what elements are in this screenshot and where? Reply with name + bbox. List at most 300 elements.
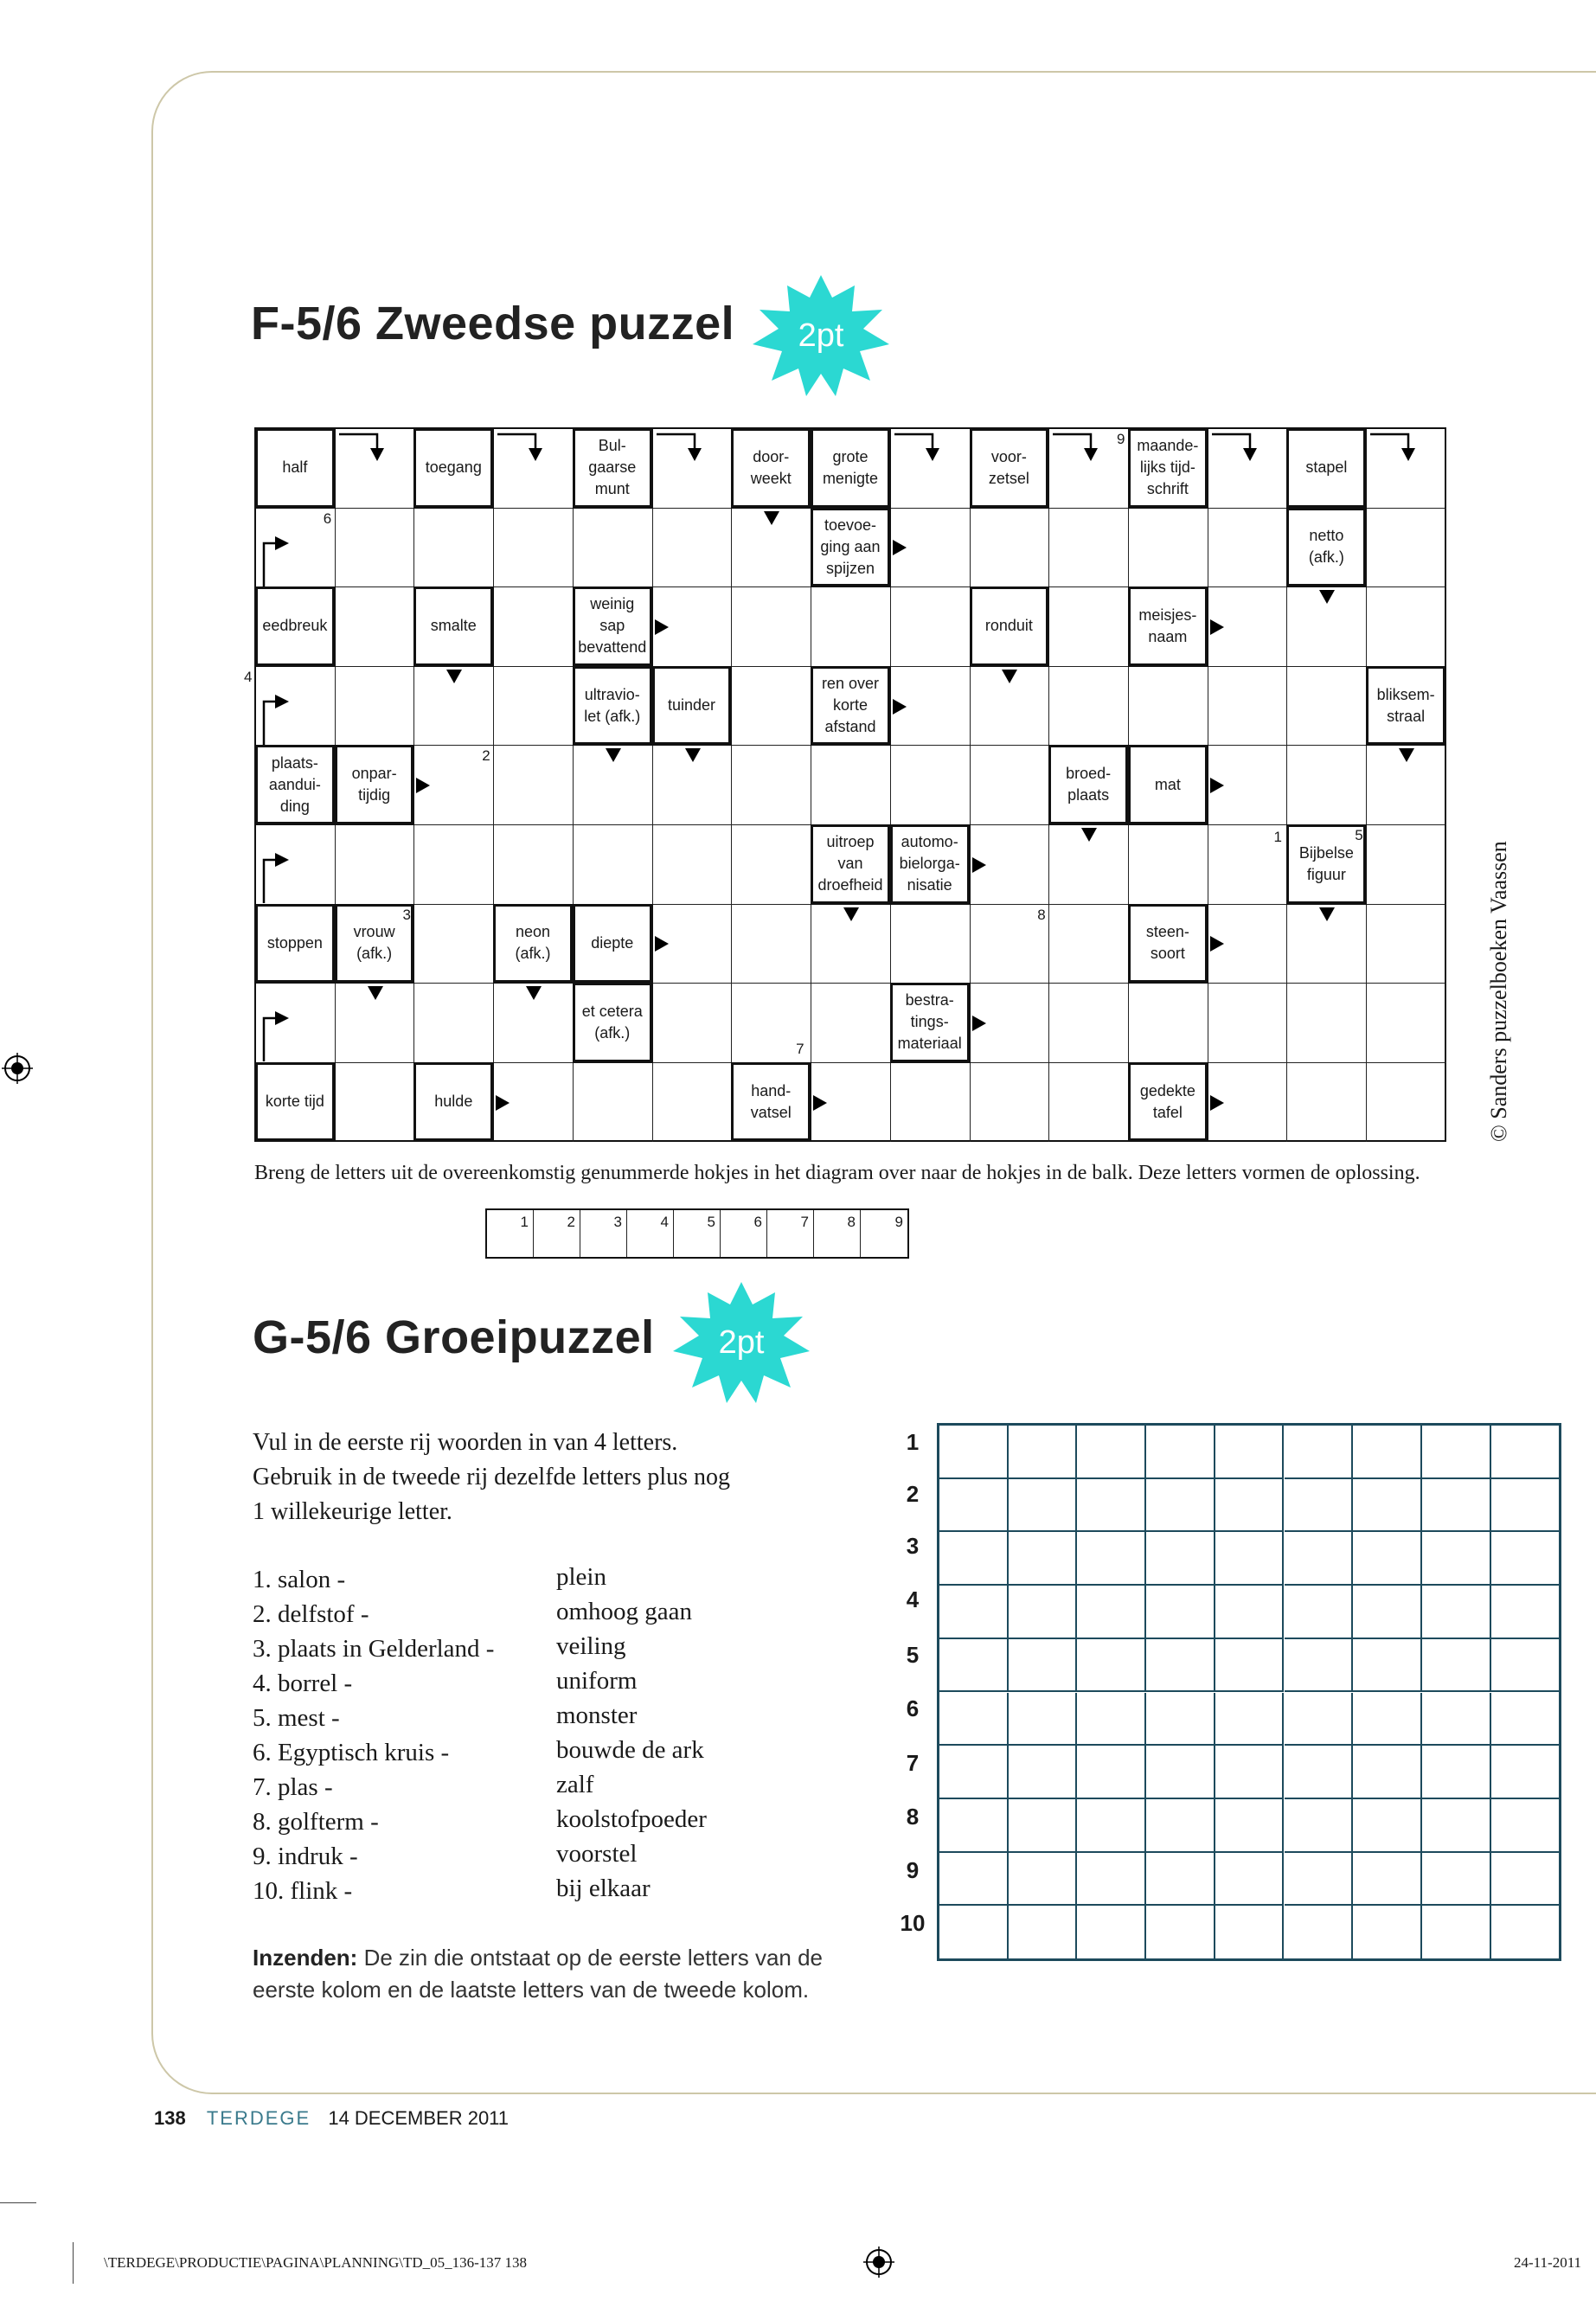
groei-cell[interactable] <box>1491 1799 1561 1853</box>
grid-cell[interactable] <box>971 746 1050 825</box>
grid-cell[interactable] <box>971 509 1050 588</box>
groei-cell[interactable] <box>1353 1799 1422 1853</box>
intro-line: Vul in de eerste rij woorden in van 4 letters. <box>253 1429 678 1456</box>
groei-cell[interactable] <box>1009 1799 1078 1853</box>
grid-cell[interactable] <box>1367 825 1446 905</box>
groei-cell[interactable] <box>1422 1426 1491 1479</box>
clue-cell <box>731 428 811 509</box>
groei-cell[interactable] <box>1353 1746 1422 1799</box>
grid-cell[interactable] <box>494 587 574 667</box>
arrow-down-icon <box>843 907 859 921</box>
clue-cell <box>413 428 494 509</box>
cell-number: 3 <box>402 906 411 923</box>
groei-cell[interactable] <box>939 1906 1009 1959</box>
clue-text: vrouw (afk.) <box>353 923 395 963</box>
solution-box[interactable] <box>861 1210 907 1257</box>
groei-cell[interactable] <box>939 1799 1009 1853</box>
grid-cell[interactable] <box>653 984 733 1063</box>
groei-cell[interactable] <box>1215 1639 1285 1693</box>
slug-date: 24-11-2011 <box>1514 2254 1582 2271</box>
arrow-right-icon <box>893 699 907 715</box>
solution-box[interactable] <box>767 1210 814 1257</box>
clue-cell <box>652 666 733 747</box>
groei-cell[interactable] <box>1422 1746 1491 1799</box>
clue-cell <box>255 428 336 509</box>
solution-box[interactable] <box>487 1210 534 1257</box>
groei-cell[interactable] <box>1422 1639 1491 1693</box>
groei-cell[interactable] <box>1422 1693 1491 1747</box>
groei-cell[interactable] <box>1009 1586 1078 1639</box>
clue-text: bestra- tings- materiaal <box>897 991 962 1053</box>
clue-text: eedbreuk <box>262 617 328 635</box>
bent-arrow-right-icon <box>261 1009 296 1061</box>
clue-text: grote menigte <box>822 447 878 487</box>
grid-cell[interactable] <box>414 825 494 905</box>
clue-cell <box>1128 586 1208 667</box>
grid-cell[interactable] <box>653 1063 733 1143</box>
arrow-right-icon <box>972 1016 986 1031</box>
solution-box[interactable] <box>674 1210 721 1257</box>
solution-box[interactable] <box>814 1210 861 1257</box>
crossword-instruction: Breng de letters uit de overeenkomstig genummerde hokjes in het diagram over naar de hokjes in de balk. Deze letters vormen de oplossing. <box>254 1162 1420 1184</box>
groei-cell[interactable] <box>1146 1906 1215 1959</box>
groei-clue-left: 1. salon - <box>253 1566 346 1593</box>
groei-cell[interactable] <box>1009 1853 1078 1907</box>
groei-cell[interactable] <box>1353 1693 1422 1747</box>
groei-cell[interactable] <box>1353 1586 1422 1639</box>
solution-box[interactable] <box>627 1210 674 1257</box>
groei-cell[interactable] <box>1077 1586 1146 1639</box>
clue-cell <box>811 508 891 588</box>
arrow-down-icon <box>1002 670 1017 683</box>
groei-cell[interactable] <box>1422 1586 1491 1639</box>
groei-cell[interactable] <box>1077 1426 1146 1479</box>
grid-cell[interactable] <box>1287 1063 1367 1143</box>
groei-cell[interactable] <box>1353 1479 1422 1533</box>
grid-cell[interactable] <box>811 746 891 825</box>
groei-cell[interactable] <box>1491 1853 1561 1907</box>
grid-cell[interactable] <box>732 825 811 905</box>
grid-cell[interactable] <box>494 746 574 825</box>
solution-box-number: 7 <box>800 1214 809 1230</box>
groei-cell[interactable] <box>1077 1853 1146 1907</box>
grid-cell[interactable] <box>732 746 811 825</box>
solution-box-number: 9 <box>894 1214 903 1230</box>
arrow-down-icon <box>764 511 779 525</box>
grid-cell[interactable] <box>574 825 653 905</box>
points-badge <box>753 275 889 396</box>
groei-cell[interactable] <box>1077 1799 1146 1853</box>
submit-label: Inzenden: <box>253 1945 358 1971</box>
bent-arrow-down-icon <box>894 432 946 466</box>
groei-cell[interactable] <box>1146 1532 1215 1586</box>
solution-box-number: 4 <box>660 1214 669 1230</box>
clue-cell <box>1128 428 1208 509</box>
grid-cell[interactable] <box>1287 746 1367 825</box>
bent-arrow-down-icon <box>657 432 708 466</box>
arrow-right-icon <box>1210 778 1224 793</box>
grid-cell[interactable] <box>811 984 891 1063</box>
clue-cell <box>573 666 653 747</box>
arrow-right-icon <box>813 1095 827 1111</box>
solution-box[interactable] <box>534 1210 580 1257</box>
grid-cell[interactable] <box>891 746 971 825</box>
clue-cell <box>493 904 574 984</box>
clue-text: ronduit <box>984 617 1033 635</box>
groei-cell[interactable] <box>1077 1906 1146 1959</box>
arrow-right-icon <box>655 936 669 952</box>
groei-clue-left: 3. plaats in Gelderland - <box>253 1635 495 1663</box>
grid-cell[interactable] <box>494 825 574 905</box>
groei-cell[interactable] <box>1146 1586 1215 1639</box>
arrow-down-icon <box>1319 907 1335 921</box>
groei-cell[interactable] <box>939 1639 1009 1693</box>
groei-clue-right: bij elkaar <box>556 1875 651 1902</box>
page-footer <box>154 2107 509 2130</box>
bent-arrow-down-icon <box>497 432 549 466</box>
clue-cell <box>573 428 653 509</box>
clue-cell <box>970 586 1050 667</box>
grid-cell[interactable] <box>971 1063 1050 1143</box>
groei-clue-left: 9. indruk - <box>253 1843 358 1870</box>
clue-cell <box>335 745 415 825</box>
grid-cell[interactable] <box>1287 984 1367 1063</box>
groei-cell[interactable] <box>1422 1532 1491 1586</box>
groei-cell[interactable] <box>939 1853 1009 1907</box>
grid-cell[interactable] <box>1208 984 1288 1063</box>
grid-cell[interactable] <box>336 667 415 747</box>
grid-cell[interactable] <box>574 509 653 588</box>
grid-cell[interactable] <box>1208 509 1288 588</box>
groei-row-number: 5 <box>906 1642 920 1668</box>
groei-cell[interactable] <box>939 1746 1009 1799</box>
bent-arrow-right-icon <box>261 851 296 903</box>
groei-cell[interactable] <box>1285 1693 1354 1747</box>
grid-cell[interactable] <box>1367 587 1446 667</box>
groei-cell[interactable] <box>1077 1693 1146 1747</box>
clue-cell <box>255 904 336 984</box>
grid-cell[interactable] <box>336 587 415 667</box>
groei-cell[interactable] <box>1491 1532 1561 1586</box>
groei-clue-left: 10. flink - <box>253 1877 353 1905</box>
clue-text: meisjes- naam <box>1138 606 1197 645</box>
groei-cell[interactable] <box>1009 1693 1078 1747</box>
groei-cell[interactable] <box>1491 1906 1561 1959</box>
bent-arrow-down-icon <box>1212 432 1264 466</box>
grid-cell[interactable] <box>1367 509 1446 588</box>
clue-cell <box>890 983 971 1063</box>
groei-clue-left: 7. plas - <box>253 1773 333 1801</box>
groei-grid[interactable] <box>937 1423 1561 1961</box>
grid-cell[interactable] <box>336 825 415 905</box>
clue-cell <box>1128 904 1208 984</box>
groei-clue-right: koolstofpoeder <box>556 1805 707 1833</box>
groei-clue-left: 4. borrel - <box>253 1670 353 1697</box>
solution-box-number: 8 <box>847 1214 856 1230</box>
copyright: © Sanders puzzelboeken Vaassen <box>1486 841 1511 1142</box>
groei-points-badge <box>673 1282 810 1403</box>
bent-arrow-right-icon <box>261 693 296 745</box>
groei-clues-left <box>253 1562 494 1908</box>
clue-text: et cetera (afk.) <box>581 1002 643 1042</box>
clue-text: weinig sap bevattend <box>578 595 647 657</box>
groei-cell[interactable] <box>1285 1799 1354 1853</box>
groei-cell[interactable] <box>1215 1426 1285 1479</box>
arrow-right-icon <box>893 540 907 555</box>
clue-cell <box>731 1062 811 1143</box>
grid-cell[interactable] <box>732 905 811 984</box>
grid-cell[interactable] <box>336 509 415 588</box>
arrow-right-icon <box>496 1095 510 1111</box>
groei-clue-right: veiling <box>556 1632 626 1660</box>
groei-cell[interactable] <box>1491 1639 1561 1693</box>
groei-cell[interactable] <box>1285 1746 1354 1799</box>
clue-cell <box>1366 666 1446 747</box>
groei-cell[interactable] <box>1215 1853 1285 1907</box>
groei-cell[interactable] <box>1422 1799 1491 1853</box>
cell-number: 6 <box>323 510 332 527</box>
zweeds-title: F-5/6 Zweedse puzzel <box>251 298 735 349</box>
clue-cell <box>413 586 494 667</box>
arrow-down-icon <box>685 748 701 762</box>
cell-number: 1 <box>1273 829 1282 845</box>
groei-cell[interactable] <box>1491 1479 1561 1533</box>
groei-cell[interactable] <box>1009 1746 1078 1799</box>
groei-clue-left: 2. delfstof - <box>253 1600 369 1628</box>
groei-cell[interactable] <box>939 1479 1009 1533</box>
clue-text: maande- lijks tijd- schrift <box>1137 437 1199 498</box>
clue-cell <box>970 428 1050 509</box>
grid-cell[interactable] <box>414 509 494 588</box>
grid-cell[interactable] <box>1129 667 1208 747</box>
grid-cell[interactable] <box>1287 667 1367 747</box>
groei-row-number: 8 <box>906 1804 920 1830</box>
grid-cell[interactable] <box>891 587 971 667</box>
grid-cell[interactable] <box>1129 984 1208 1063</box>
groei-cell[interactable] <box>1353 1532 1422 1586</box>
arrow-down-icon <box>1081 828 1097 842</box>
grid-cell[interactable] <box>811 587 891 667</box>
groei-cell[interactable] <box>1285 1906 1354 1959</box>
clue-text: netto (afk.) <box>1308 527 1344 567</box>
groei-cell[interactable] <box>1077 1746 1146 1799</box>
groei-cell[interactable] <box>1491 1746 1561 1799</box>
intro-line: Gebruik in de tweede rij dezelfde letters plus nog <box>253 1464 731 1490</box>
clue-cell <box>413 1062 494 1143</box>
clue-cell <box>1128 1062 1208 1143</box>
grid-cell[interactable] <box>1049 984 1129 1063</box>
grid-cell[interactable] <box>1129 509 1208 588</box>
groei-cell[interactable] <box>1215 1479 1285 1533</box>
groei-row-number: 10 <box>900 1910 926 1936</box>
solution-box-number: 1 <box>520 1214 529 1230</box>
grid-cell[interactable] <box>494 509 574 588</box>
clue-cell <box>255 1062 336 1143</box>
groei-row-number: 6 <box>906 1695 920 1721</box>
clue-text: voor- zetsel <box>988 447 1029 487</box>
clue-text: mat <box>1154 775 1181 793</box>
groei-clue-right: voorstel <box>556 1840 638 1868</box>
groei-cell[interactable] <box>1215 1746 1285 1799</box>
groei-row-number: 4 <box>906 1586 920 1612</box>
grid-cell[interactable] <box>414 905 494 984</box>
grid-cell[interactable] <box>891 1063 971 1143</box>
grid-cell[interactable] <box>653 509 733 588</box>
grid-cell[interactable] <box>1049 509 1129 588</box>
clue-cell <box>811 428 891 509</box>
groei-cell[interactable] <box>939 1532 1009 1586</box>
clue-text: ren over korte afstand <box>821 675 879 736</box>
groei-cell[interactable] <box>939 1586 1009 1639</box>
groei-cell[interactable] <box>1077 1479 1146 1533</box>
groei-clue-right: uniform <box>556 1667 638 1695</box>
groei-cell[interactable] <box>1146 1799 1215 1853</box>
grid-cell[interactable] <box>1049 905 1129 984</box>
grid-cell[interactable] <box>1367 905 1446 984</box>
groei-cell[interactable] <box>1215 1532 1285 1586</box>
grid-cell[interactable] <box>732 587 811 667</box>
groei-cell[interactable] <box>1077 1639 1146 1693</box>
groei-title: G-5/6 Groeipuzzel <box>253 1311 655 1363</box>
grid-cell[interactable] <box>336 1063 415 1143</box>
solution-box-number: 3 <box>613 1214 622 1230</box>
groei-cell[interactable] <box>1009 1532 1078 1586</box>
groei-cell[interactable] <box>1285 1853 1354 1907</box>
groei-cell[interactable] <box>939 1693 1009 1747</box>
groei-cell[interactable] <box>1215 1799 1285 1853</box>
bent-arrow-right-icon <box>261 535 296 586</box>
clue-text: hulde <box>434 1093 473 1111</box>
clue-text: Bijbelse figuur <box>1298 843 1354 883</box>
groei-row-number: 7 <box>906 1750 920 1776</box>
groei-cell[interactable] <box>1146 1639 1215 1693</box>
groei-cell[interactable] <box>1215 1906 1285 1959</box>
arrow-down-icon <box>606 748 621 762</box>
groei-cell[interactable] <box>1491 1426 1561 1479</box>
registration-mark-icon <box>863 2247 894 2278</box>
groei-cell[interactable] <box>1009 1479 1078 1533</box>
grid-cell[interactable] <box>1129 825 1208 905</box>
clue-text: hand- vatsel <box>750 1081 792 1121</box>
bent-arrow-down-icon <box>1053 432 1105 466</box>
clue-text: stoppen <box>266 933 323 952</box>
groei-clue-left: 5. mest - <box>253 1704 340 1732</box>
groei-cell[interactable] <box>1009 1906 1078 1959</box>
groei-cell[interactable] <box>1422 1479 1491 1533</box>
clue-text: door- weekt <box>750 447 792 487</box>
crop-mark <box>0 2202 36 2203</box>
grid-cell[interactable] <box>1049 1063 1129 1143</box>
grid-cell[interactable] <box>494 667 574 747</box>
arrow-down-icon <box>446 670 462 683</box>
solution-bar[interactable] <box>485 1208 909 1259</box>
groei-clues-right <box>556 1560 707 1906</box>
groei-cell[interactable] <box>1353 1906 1422 1959</box>
groei-cell[interactable] <box>1285 1479 1354 1533</box>
grid-cell[interactable] <box>1208 667 1288 747</box>
solution-box-number: 6 <box>753 1214 762 1230</box>
solution-box[interactable] <box>721 1210 767 1257</box>
groei-clue-right: bouwde de ark <box>556 1736 704 1764</box>
groei-cell[interactable] <box>1285 1639 1354 1693</box>
grid-cell[interactable] <box>732 667 811 747</box>
groei-cell[interactable] <box>1285 1586 1354 1639</box>
grid-cell[interactable] <box>414 984 494 1063</box>
crossword-grid <box>244 427 1446 1142</box>
groei-cell[interactable] <box>1353 1639 1422 1693</box>
groei-cell[interactable] <box>1077 1532 1146 1586</box>
groei-cell[interactable] <box>1285 1426 1354 1479</box>
groei-cell[interactable] <box>1146 1479 1215 1533</box>
groei-cell[interactable] <box>1285 1532 1354 1586</box>
groei-cell[interactable] <box>1215 1693 1285 1747</box>
arrow-right-icon <box>416 778 430 793</box>
groei-row-number: 3 <box>906 1533 920 1559</box>
submit-instruction <box>253 1942 841 2006</box>
cell-number: 9 <box>1117 431 1125 447</box>
groei-cell[interactable] <box>1146 1853 1215 1907</box>
cell-number: 4 <box>244 668 253 685</box>
groei-cell[interactable] <box>1491 1586 1561 1639</box>
groei-cell[interactable] <box>1146 1746 1215 1799</box>
clue-text: tuinder <box>667 696 716 715</box>
grid-cell[interactable] <box>1049 667 1129 747</box>
page-number: 138 <box>154 2107 186 2129</box>
registration-mark-icon <box>2 1053 33 1084</box>
arrow-right-icon <box>655 619 669 635</box>
groei-clue-right: omhoog gaan <box>556 1598 693 1625</box>
clue-text: toevoe- ging aan spijzen <box>820 516 881 577</box>
groei-cell[interactable] <box>1353 1853 1422 1907</box>
groei-cell[interactable] <box>1353 1426 1422 1479</box>
grid-cell[interactable] <box>891 905 971 984</box>
grid-cell[interactable] <box>1049 587 1129 667</box>
clue-cell <box>573 904 653 984</box>
groei-cell[interactable] <box>1422 1906 1491 1959</box>
groei-cell[interactable] <box>1422 1853 1491 1907</box>
grid-cell[interactable] <box>653 825 733 905</box>
groei-clue-right: plein <box>556 1563 606 1591</box>
intro-line: 1 willekeurige letter. <box>253 1498 452 1525</box>
grid-cell[interactable] <box>574 1063 653 1143</box>
groei-cell[interactable] <box>1146 1693 1215 1747</box>
cell-number: 7 <box>796 1040 804 1057</box>
clue-text: broed- plaats <box>1066 765 1112 804</box>
clue-cell <box>811 666 891 747</box>
grid-cell[interactable] <box>1367 1063 1446 1143</box>
groei-cell[interactable] <box>1009 1426 1078 1479</box>
solution-box[interactable] <box>580 1210 627 1257</box>
arrow-down-icon <box>1319 590 1335 604</box>
clue-text: Bul- gaarse munt <box>588 437 637 498</box>
clue-cell <box>255 745 336 825</box>
cell-number: 5 <box>1355 827 1363 843</box>
clue-text: uitroep van droefheid <box>817 833 883 894</box>
groei-cell[interactable] <box>1146 1426 1215 1479</box>
grid-cell[interactable] <box>1367 984 1446 1063</box>
slug-path: \TERDEGE\PRODUCTIE\PAGINA\PLANNING\TD_05_136-137 138 <box>104 2254 528 2271</box>
clue-cell <box>573 586 653 667</box>
groei-clue-left: 6. Egyptisch kruis - <box>253 1739 450 1766</box>
clue-cell <box>811 824 891 905</box>
arrow-right-icon <box>1210 619 1224 635</box>
clue-text: diepte <box>591 933 634 952</box>
groei-cell[interactable] <box>1491 1693 1561 1747</box>
clue-text: bliksem- straal <box>1376 685 1435 725</box>
groei-cell[interactable] <box>939 1426 1009 1479</box>
groei-cell[interactable] <box>1009 1639 1078 1693</box>
groei-cell[interactable] <box>1215 1586 1285 1639</box>
